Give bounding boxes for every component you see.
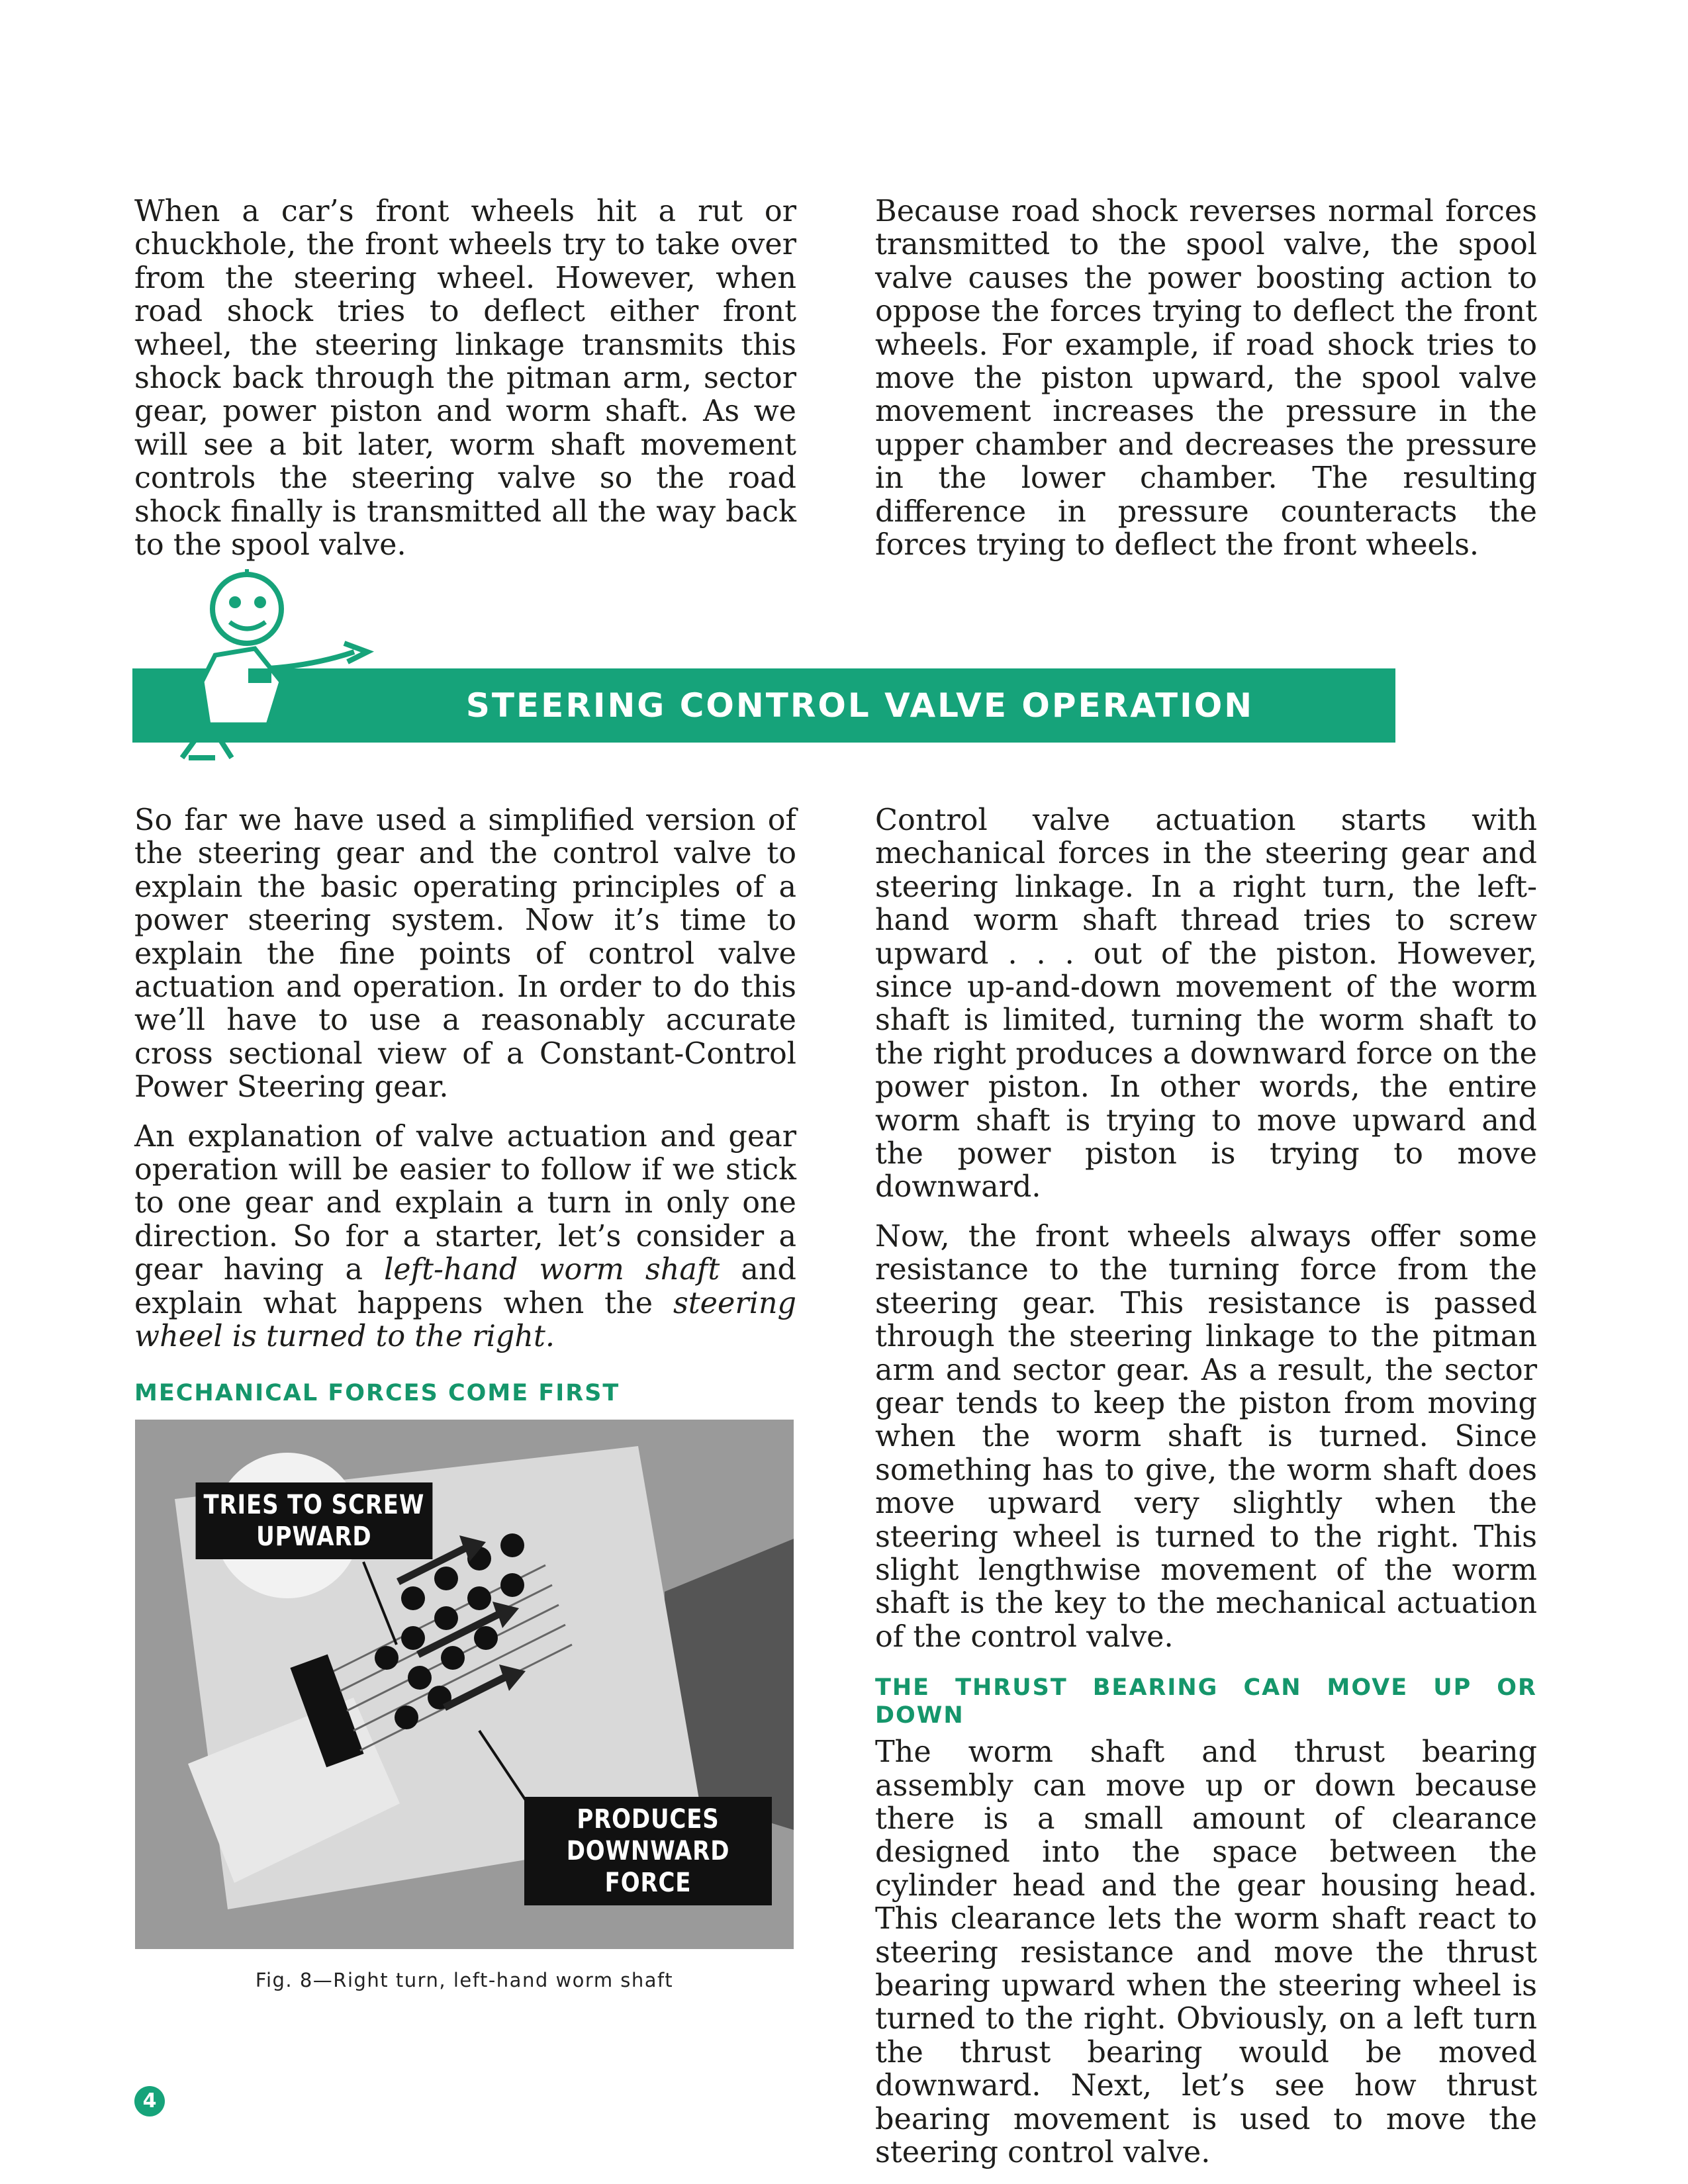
right-paragraph-1: Control valve actuation starts with mechanical forces in the steering gear and steering linkage. In a right turn, the left-hand worm shaft thread tries to screw upward . . . out of the piston. However, since up-and-down movement of the worm shaft is limited, turning the worm shaft to the right produces a downward force on the power piston. In other words, the entire worm shaft is trying to move upward and the power piston is trying to move downward. <box>875 803 1537 1205</box>
text-run: An explanation of valve actuation and gear operation will be easier to follow if we stick to one gear and explain a turn in only one direction. So for a starter, let’s consider a gear having a <box>134 1119 796 1287</box>
right-paragraph-3: The worm shaft and thrust bearing assembly can move up or down because there is a small amount of clearance designed into the space between the cylinder head and the gear housing head. This clearance lets the worm shaft react to steering resistance and move the thrust bearing upward when the steering wheel is turned to the right. Obviously, on a left turn the thrust bearing would be moved downward. Next, let’s see how thrust bearing movement is used to move the steering control valve. <box>875 1735 1537 2170</box>
mascot-pointing-icon <box>169 569 407 761</box>
left-paragraph-1: So far we have used a simplified version of the steering gear and the control valve to explain the basic operating principles of a power steering system. Now it’s time to explain the fine points of control valve actuation and operation. In order to do this we’ll have to use a reasonably accurate cross sectional view of a Constant-Control Power Steering gear. <box>134 803 796 1105</box>
subhead-mechanical-forces: MECHANICAL FORCES COME FIRST <box>134 1379 620 1406</box>
right-paragraph-2: Now, the front wheels always offer some resistance to the turning force from the steering gear. This resistance is passed through the steering linkage to the pitman arm and sector gear. As a result, the sector gear tends to keep the piston from moving when the worm shaft is turned. Since something has to give, the worm shaft does move upward very slightly when the steering wheel is turned to the right. This slight lengthwise movement of the worm shaft is the key to the mechanical actuation of the control valve. <box>875 1219 1537 1654</box>
page-number: 4 <box>134 2086 165 2116</box>
figure-caption: Fig. 8—Right turn, left-hand worm shaft <box>255 1969 674 1991</box>
callout-tries-to-screw-upward <box>196 1482 433 1559</box>
callout-line: UPWARD <box>256 1522 372 1552</box>
text-run: and explain what happens when the <box>134 1253 796 1320</box>
emphasis-text: left-hand worm shaft <box>384 1253 720 1287</box>
callout-line: TRIES TO SCREW <box>203 1490 425 1520</box>
figure-8-diagram <box>135 1420 794 1949</box>
right-column <box>875 804 1537 2169</box>
emphasis-text: steering wheel is turned to the right. <box>134 1286 796 1354</box>
top-left-paragraph: When a car’s front wheels hit a rut or chuckhole, the front wheels try to take over from the steering wheel. However, when road shock tries to deflect either front wheel, the steering linkage transmits this shock back through the pitman arm, sector gear, power piston and worm shaft. As we will see a bit later, worm shaft movement controls the steering valve so the road shock finally is transmitted all the way back to the spool valve. <box>134 195 796 563</box>
top-left-column <box>134 195 796 562</box>
callout-line: DOWNWARD FORCE <box>566 1836 730 1898</box>
subhead-thrust-bearing: THE THRUST BEARING CAN MOVE UP OR DOWN <box>875 1674 1537 1729</box>
callout-line: PRODUCES <box>577 1804 720 1835</box>
callout-produces-downward-force <box>524 1797 772 1905</box>
top-right-paragraph: Because road shock reverses normal forces transmitted to the spool valve, the spool valve causes the power boosting action to oppose the forces trying to deflect the front wheels. For example, if road shock tries to move the piston upward, the spool valve movement increases the pressure in the upper chamber and decreases the pressure in the lower chamber. The resulting difference in pressure counteracts the forces trying to deflect the front wheels. <box>875 195 1537 563</box>
top-right-column <box>875 195 1537 562</box>
left-column <box>134 804 796 1407</box>
section-title: STEERING CONTROL VALVE OPERATION <box>465 686 1254 725</box>
left-paragraph-2 <box>134 1120 796 1354</box>
